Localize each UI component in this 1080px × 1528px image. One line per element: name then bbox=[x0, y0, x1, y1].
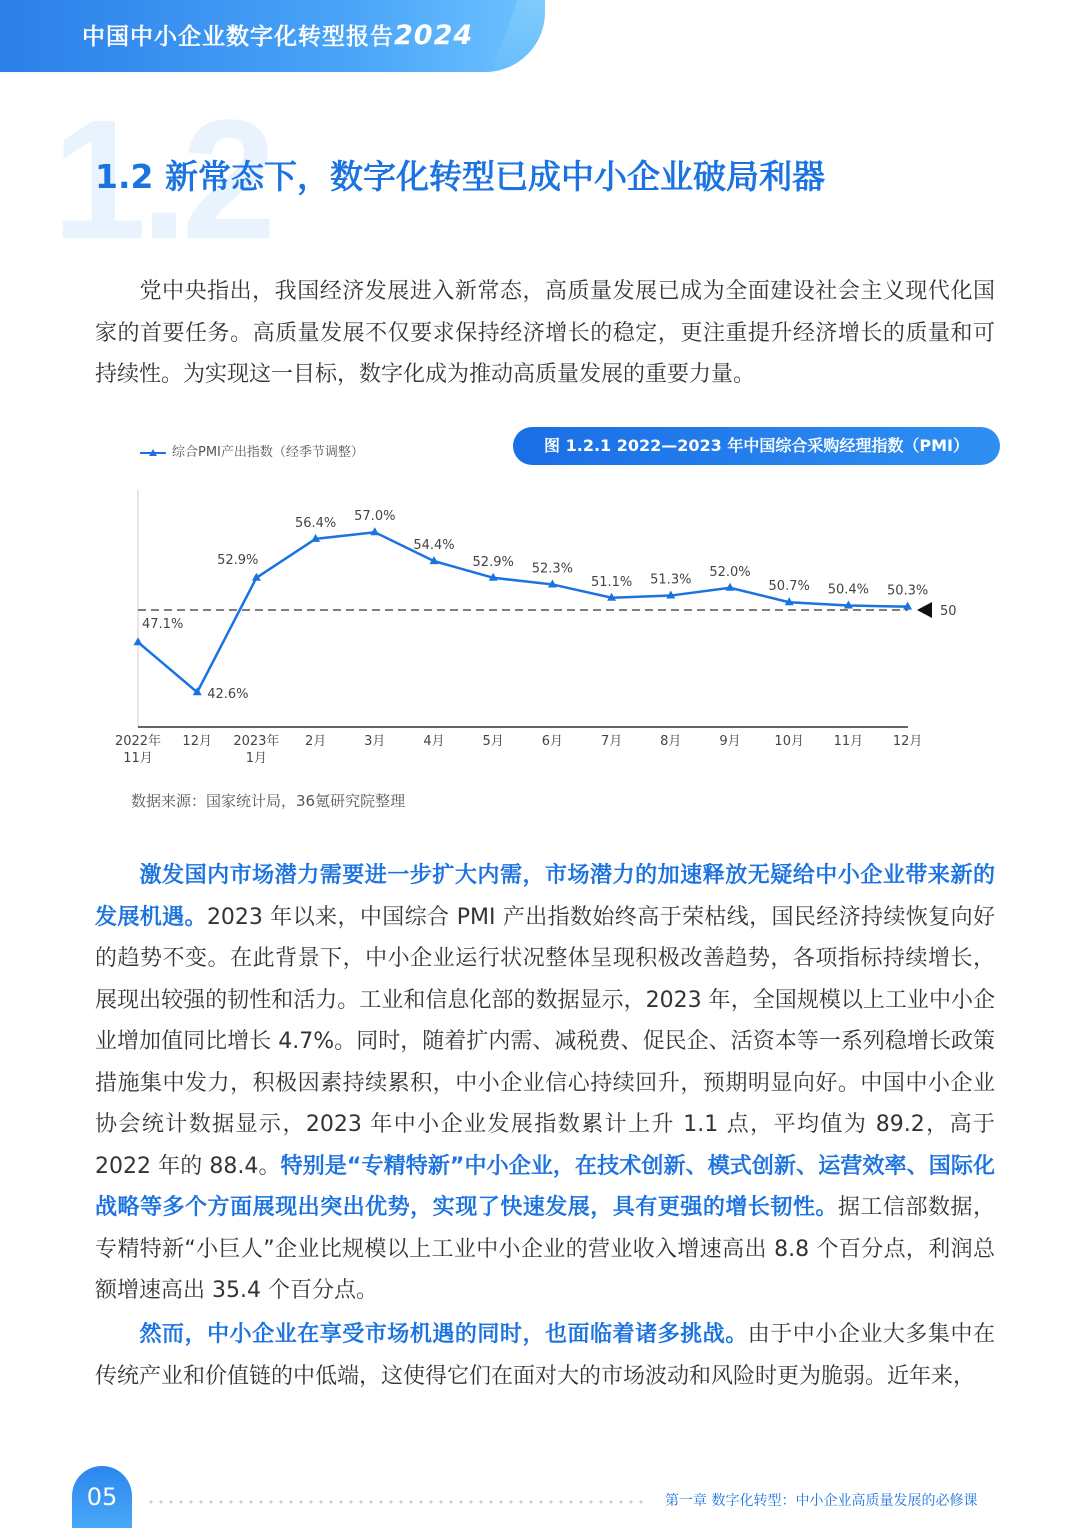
legend-label: 综合PMI产出指数（经季节调整） bbox=[172, 445, 364, 460]
reference-line-label: 50 bbox=[940, 604, 957, 619]
pmi-line-chart bbox=[100, 480, 980, 780]
specialized-firms-text: 据工信部数据，专精特新“小巨人”企业比规模以上工业中小企业的营业收入增速高出 8.8 个百分点，利润总额增速高出 35.4 个百分点。 bbox=[95, 1195, 995, 1303]
opportunity-paragraph bbox=[95, 855, 995, 1312]
x-tick-label: 6月 bbox=[541, 734, 564, 749]
x-tick-label: 12月 bbox=[182, 734, 212, 749]
x-tick-label: 2023年 1月 bbox=[233, 734, 280, 766]
page-number: 05 bbox=[72, 1466, 132, 1528]
x-tick-label: 7月 bbox=[600, 734, 623, 749]
data-label: 50.4% bbox=[827, 582, 870, 598]
chart-legend bbox=[140, 441, 364, 460]
intro-text: 党中央指出，我国经济发展进入新常态，高质量发展已成为全面建设社会主义现代化国家的首要任务。高质量发展不仅要求保持经济增长的稳定，更注重提升经济增长的质量和可持续性。为实现这一目标，数字化成为推动高质量发展的重要力量。 bbox=[95, 279, 995, 387]
opportunity-text: 2023 年以来，中国综合 PMI 产出指数始终高于荣枯线，国民经济持续恢复向好的趋势不变。在此背景下，中小企业运行状况整体呈现积极改善趋势，各项指标持续增长，展现出较强的韧性和活力。工业和信息化部的数据显示，2023 年，全国规模以上工业中小企业增加值同比增长 4.7%。同时，随着扩内需、减税费、促民企、活资本等一系列稳增长政策措施集中发力，积极因素持续累积，中小企业信心持续回升，预期明显向好。中国中小企业协会统计数据显示，2023 年中小企业发展指数累计上升 1.1 点，平均值为 89.2，高于 2022 年的 88.4。 bbox=[95, 904, 995, 1179]
data-label: 54.4% bbox=[413, 538, 455, 554]
challenge-text: 由于中小企业大多集中在传统产业和价值链的中低端，这使得它们在面对大的市场波动和风险时更为脆弱。近年来， bbox=[95, 1322, 995, 1389]
x-tick-label: 10月 bbox=[774, 734, 804, 749]
x-tick-label: 8月 bbox=[660, 734, 682, 749]
x-tick-label: 11月 bbox=[833, 734, 864, 749]
report-header-banner bbox=[0, 0, 545, 72]
data-label: 51.3% bbox=[650, 572, 692, 588]
data-label: 52.0% bbox=[709, 564, 751, 580]
data-source-note: 数据来源：国家统计局，36氪研究院整理 bbox=[131, 792, 406, 810]
challenge-paragraph bbox=[95, 1314, 995, 1397]
x-tick-label: 3月 bbox=[364, 734, 386, 749]
specialized-firms-highlight: 特别是“专精特新”中小企业，在技术创新、模式创新、运营效率、国际化战略等多个方面展现出突出优势，实现了快速发展，具有更强的增长韧性。 bbox=[95, 1153, 995, 1220]
data-label: 56.4% bbox=[294, 515, 337, 531]
x-tick-label: 12月 bbox=[892, 734, 923, 749]
x-tick-label: 2022年 11月 bbox=[114, 734, 162, 766]
data-label: 50.3% bbox=[886, 583, 929, 599]
data-point-marker bbox=[370, 527, 379, 535]
data-point-marker bbox=[134, 637, 143, 645]
chapter-footer: 第一章 数字化转型：中小企业高质量发展的必修课 bbox=[665, 1493, 978, 1509]
x-tick-label: 4月 bbox=[423, 734, 445, 749]
report-year: 2024 bbox=[394, 20, 474, 51]
x-tick-label: 9月 bbox=[719, 734, 741, 749]
data-label: 42.6% bbox=[207, 687, 249, 703]
data-point-marker bbox=[726, 583, 735, 591]
data-label: 50.7% bbox=[768, 579, 810, 595]
legend-line-marker-icon bbox=[140, 448, 166, 458]
intro-paragraph bbox=[95, 271, 995, 396]
data-label: 52.9% bbox=[472, 554, 514, 570]
challenge-highlight: 然而，中小企业在享受市场机遇的同时，也面临着诸多挑战。 bbox=[139, 1322, 748, 1347]
report-title-text: 中国中小企业数字化转型报告 bbox=[82, 24, 394, 50]
x-tick-label: 5月 bbox=[482, 734, 504, 749]
data-label: 52.9% bbox=[217, 552, 259, 568]
figure-caption: 图 1.2.1 2022—2023 年中国综合采购经理指数（PMI） bbox=[513, 427, 1000, 465]
data-label: 47.1% bbox=[142, 617, 184, 633]
section-title: 1.2 新常态下，数字化转型已成中小企业破局利器 bbox=[95, 157, 825, 196]
section-number-watermark: 1.2 bbox=[52, 85, 271, 275]
data-label: 52.3% bbox=[531, 561, 574, 577]
report-title bbox=[82, 18, 473, 51]
data-label: 57.0% bbox=[354, 509, 396, 525]
data-label: 51.1% bbox=[590, 574, 633, 590]
x-tick-label: 2月 bbox=[304, 734, 327, 749]
reference-marker-icon bbox=[917, 602, 932, 618]
footer-dotted-divider bbox=[146, 1500, 646, 1504]
opportunity-highlight: 激发国内市场潜力需要进一步扩大内需，市场潜力的加速释放无疑给中小企业带来新的发展机遇。 bbox=[95, 863, 995, 930]
